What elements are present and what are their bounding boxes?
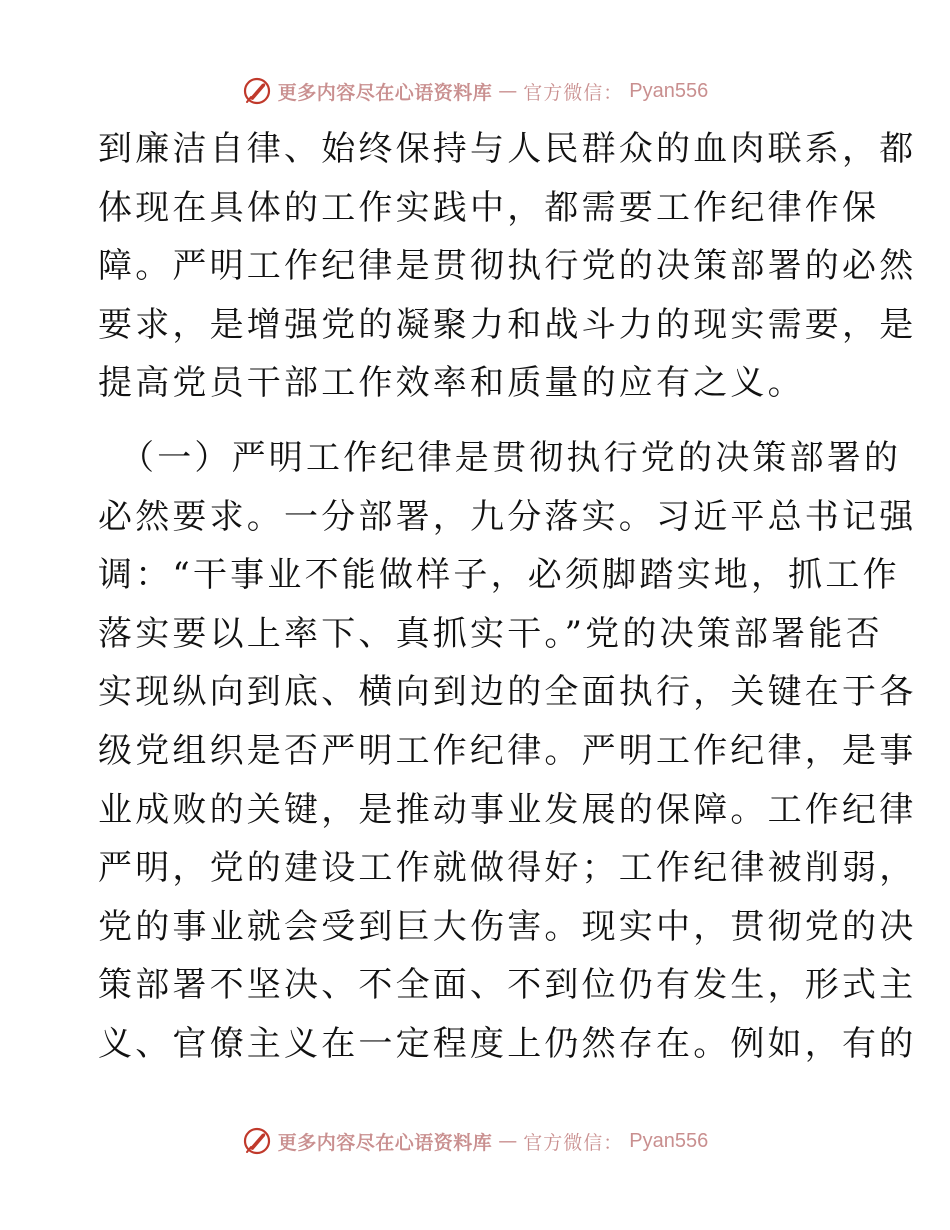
text-line: 严明，党的建设工作就做得好；工作纪律被削弱， [98,848,917,889]
text-line: 党的事业就会受到巨大伤害。现实中，贯彻党的决 [98,906,917,947]
watermark-official-label: 官方微信： [523,1131,624,1154]
watermark-dash: — [498,80,518,102]
watermark-official-label: 官方微信： [523,81,624,104]
header-watermark [0,74,950,108]
text-line: 障。严明工作纪律是贯彻执行党的决策部署的必然 [98,246,917,287]
text-line: 业成败的关键，是推动事业发展的保障。工作纪律 [98,789,917,830]
watermark-wechat-id: Pyan556 [629,79,709,102]
document-body [98,120,917,1074]
text-line: 到廉洁自律、始终保持与人民群众的血肉联系，都 [98,129,917,169]
footer-watermark [0,1124,950,1158]
text-line: 体现在具体的工作实践中，都需要工作纪律作保 [98,187,880,228]
watermark-dash: — [498,1130,518,1152]
text-line: 要求，是增强党的凝聚力和战斗力的现实需要，是 [98,304,917,345]
text-line: 义、官僚主义在一定程度上仍然存在。例如，有的 [98,1023,917,1064]
section-heading-line: （一）严明工作纪律是贯彻执行党的决策部署的 [120,437,902,478]
text-line: 必然要求。一分部署，九分落实。习近平总书记强 [98,496,917,537]
watermark-text: 更多内容尽在心语资料库 [277,1131,493,1154]
text-line: 级党组织是否严明工作纪律。严明工作纪律，是事 [98,730,917,771]
quill-logo-icon [242,76,272,106]
text-line: 策部署不坚决、不全面、不到位仍有发生，形式主 [98,965,917,1006]
text-line: 落实要以上率下、真抓实干。”党的决策部署能否 [98,613,883,654]
text-line: 调：“干事业不能做样子，必须脚踏实地，抓工作 [98,555,900,596]
text-line: 实现纵向到底、横向到边的全面执行，关键在于各 [98,672,917,713]
watermark-text: 更多内容尽在心语资料库 [277,81,493,104]
watermark-wechat-id: Pyan556 [629,1129,709,1152]
text-line: 提高党员干部工作效率和质量的应有之义。 [98,363,805,404]
quill-logo-icon [242,1126,272,1156]
paragraph-gap [98,413,858,429]
paragraph-2 [98,429,917,1074]
paragraph-1 [98,120,917,413]
